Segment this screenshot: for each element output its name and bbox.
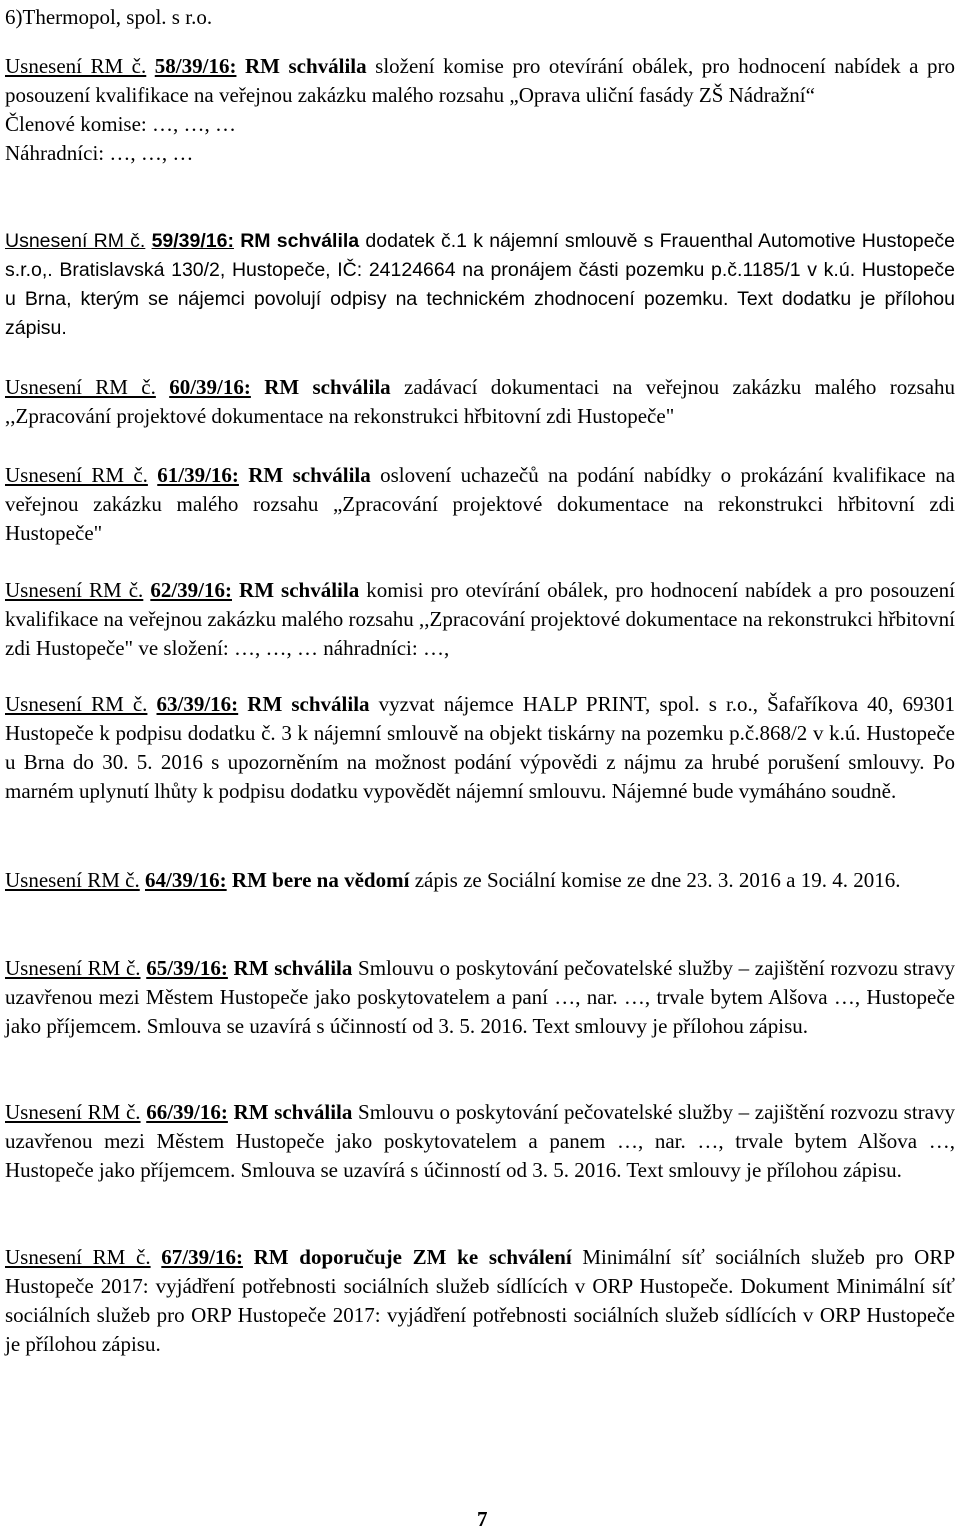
resolution-action: RM schválila bbox=[239, 578, 360, 602]
resolution-text: zadávací dokumentaci na veřejnou zakázku malého rozsahu ,,Zpracování projektové dokumentace na rekonstrukci hřbitovní zdi Hustopeče" bbox=[5, 375, 956, 428]
resolution-action: RM doporučuje ZM ke schválení bbox=[253, 1245, 572, 1269]
resolution-66 bbox=[5, 1098, 955, 1185]
resolution-action: RM bere na vědomí bbox=[231, 868, 410, 892]
resolution-text: složení komise pro otevírání obálek, pro hodnocení nabídek a pro posouzení kvalifikace na veřejnou zakázku malého rozsahu „Oprava uliční fasády ZŠ Nádražní“ bbox=[5, 54, 956, 107]
resolution-58 bbox=[5, 52, 955, 168]
resolution-number: 67/39/16: bbox=[161, 1245, 243, 1269]
resolution-label: Usnesení RM č. bbox=[5, 868, 140, 892]
resolution-number: 62/39/16: bbox=[150, 578, 232, 602]
committee-members: Členové komise: …, …, … bbox=[5, 112, 236, 136]
resolution-text: Smlouvu o poskytování pečovatelské služby – zajištění rozvozu stravy uzavřenou mezi Městem Hustopeče jako poskytovatelem a panem …, nar. …, trvale bytem Alšova …, Hustopeče jako příjemcem. Smlouva se uzavírá s účinností od 3. 5. 2016. Text smlouvy je přílohou zápisu. bbox=[5, 1100, 955, 1182]
resolution-label: Usnesení RM č. bbox=[5, 956, 141, 980]
resolution-label: Usnesení RM č. bbox=[5, 1245, 151, 1269]
resolution-label: Usnesení RM č. bbox=[5, 578, 144, 602]
resolution-number: 65/39/16: bbox=[146, 956, 228, 980]
resolution-label: Usnesení RM č. bbox=[5, 463, 148, 487]
resolution-60 bbox=[5, 373, 955, 431]
resolution-text: dodatek č.1 k nájemní smlouvě s Frauenthal Automotive Hustopeče s.r.o,. Bratislavská 130/2, Hustopeče, IČ: 24124664 na pronájem části pozemku p.č.1185/1 v k.ú. Hustopeče u Brna, kterým se nájemci povolují odpisy na technickém zhodnocení pozemku. Text dodatku je přílohou zápisu. bbox=[5, 230, 956, 339]
resolution-action: RM schválila bbox=[233, 956, 353, 980]
section-heading: 6)Thermopol, spol. s r.o. bbox=[5, 5, 213, 29]
resolution-text: zápis ze Sociální komise ze dne 23. 3. 2016 a 19. 4. 2016. bbox=[414, 868, 901, 892]
resolution-number: 63/39/16: bbox=[156, 692, 239, 716]
resolution-number: 64/39/16: bbox=[145, 868, 227, 892]
resolution-action: RM schválila bbox=[240, 230, 360, 252]
resolution-action: RM schválila bbox=[244, 54, 367, 78]
resolution-label: Usnesení RM č. bbox=[5, 54, 147, 78]
resolution-label: Usnesení RM č. bbox=[5, 692, 148, 716]
resolution-text: oslovení uchazečů na podání nabídky o prokázání kvalifikace na veřejnou zakázku malého rozsahu „Zpracování projektové dokumentace na rekonstrukci hřbitovní zdi Hustopeče" bbox=[5, 463, 956, 545]
resolution-action: RM schválila bbox=[264, 375, 391, 399]
substitutes: Náhradníci: …, …, … bbox=[5, 141, 194, 165]
resolution-number: 61/39/16: bbox=[157, 463, 239, 487]
resolution-61 bbox=[5, 461, 955, 548]
resolution-65 bbox=[5, 954, 955, 1041]
resolution-63 bbox=[5, 690, 955, 806]
resolution-62 bbox=[5, 576, 955, 663]
page-number: 7 bbox=[477, 1507, 488, 1531]
resolution-number: 59/39/16: bbox=[151, 230, 234, 252]
resolution-number: 66/39/16: bbox=[146, 1100, 228, 1124]
resolution-text: komisi pro otevírání obálek, pro hodnocení nabídek a pro posouzení kvalifikace na veřejnou zakázku malého rozsahu ,,Zpracování projektové dokumentace na rekonstrukci hřbitovní zdi Hustopeče" ve složení: …, …, … náhradníci: …, bbox=[5, 578, 955, 660]
resolution-67 bbox=[5, 1243, 955, 1359]
resolution-text: vyzvat nájemce HALP PRINT, spol. s r.o., Šafaříkova 40, 69301 Hustopeče k podpisu dodatku č. 3 k nájemní smlouvě na objekt tiskárny na pozemku p.č.868/2 v k.ú. Hustopeče u Brna do 30. 5. 2016 s upozorněním na možnost podání výpovědi z nájmu za hrubé porušení smlouvy. Po marném uplynutí lhůty k podpisu dodatku vypovědět nájemní smlouvu. Nájemné bude vymáháno soudně. bbox=[5, 692, 956, 803]
resolution-number: 60/39/16: bbox=[169, 375, 251, 399]
resolution-64 bbox=[5, 866, 955, 895]
resolution-59 bbox=[5, 227, 955, 343]
resolution-action: RM schválila bbox=[247, 692, 370, 716]
resolution-label: Usnesení RM č. bbox=[5, 230, 146, 252]
resolution-text: Minimální síť sociálních služeb pro ORP Hustopeče 2017: vyjádření potřebnosti sociálních služeb sídlících v ORP Hustopeče. Dokument Minimální síť sociálních služeb pro ORP Hustopeče 2017: vyjádření potřebnosti sociálních služeb sídlících v ORP Hustopeče je přílohou zápisu. bbox=[5, 1245, 956, 1356]
resolution-label: Usnesení RM č. bbox=[5, 1100, 141, 1124]
resolution-action: RM schválila bbox=[248, 463, 371, 487]
resolution-label: Usnesení RM č. bbox=[5, 375, 156, 399]
resolution-number: 58/39/16: bbox=[154, 54, 237, 78]
resolution-action: RM schválila bbox=[233, 1100, 353, 1124]
resolution-text: Smlouvu o poskytování pečovatelské služby – zajištění rozvozu stravy uzavřenou mezi Městem Hustopeče jako poskytovatelem a paní …, nar. …, trvale bytem Alšova …, Hustopeče jako příjemcem. Smlouva se uzavírá s účinností od 3. 5. 2016. Text smlouvy je přílohou zápisu. bbox=[5, 956, 955, 1038]
